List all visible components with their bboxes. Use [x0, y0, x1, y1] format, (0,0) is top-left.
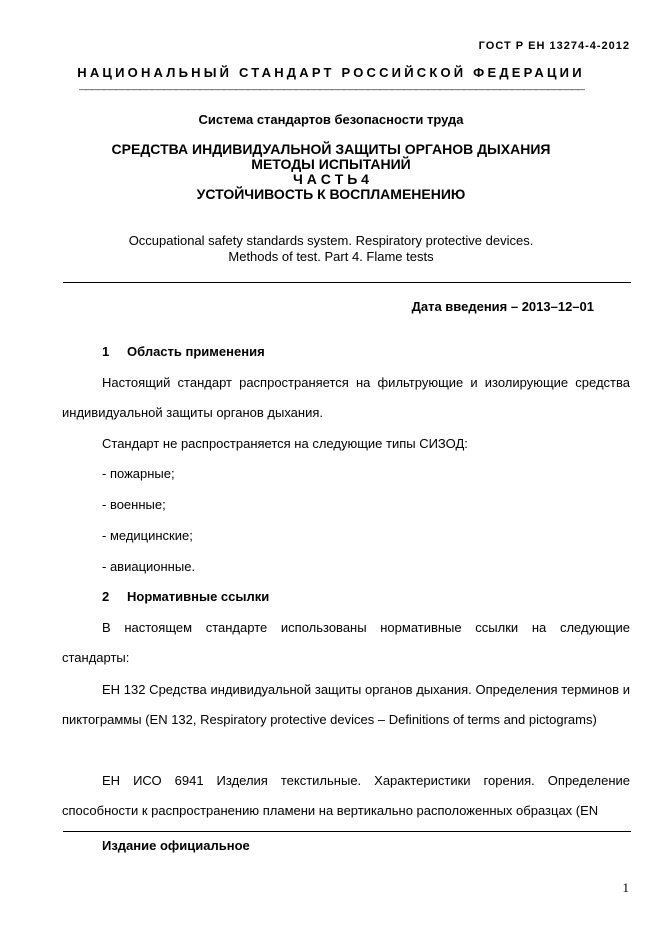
- footer-rule: [63, 831, 631, 832]
- list-item: - военные;: [102, 497, 166, 512]
- section-number: 2: [102, 589, 110, 604]
- normative-reference: ЕН ИСО 6941 Изделия текстильные. Характеристики горения. Определение способности к распространению пламени на вертикально расположенных образцах (EN: [62, 773, 630, 818]
- document-title: [0, 142, 662, 202]
- section-number: 1: [102, 344, 110, 359]
- top-rule: [63, 282, 631, 283]
- paragraph: В настоящем стандарте использованы нормативные ссылки на следующие стандарты:: [62, 620, 630, 665]
- official-edition-note: Издание официальное: [102, 838, 250, 853]
- section-heading: [102, 344, 265, 359]
- english-title: [0, 233, 662, 265]
- list-item: - пожарные;: [102, 466, 175, 481]
- introduction-date: Дата введения – 2013–12–01: [411, 299, 594, 314]
- list-item: - авиационные.: [102, 559, 196, 574]
- section-title: Область применения: [127, 344, 265, 359]
- english-title-line: Occupational safety standards system. Respiratory protective devices.: [128, 233, 534, 248]
- section-heading: [102, 589, 269, 604]
- section-title: Нормативные ссылки: [127, 589, 270, 604]
- paragraph: Настоящий стандарт распространяется на фильтрующие и изолирующие средства индивидуальной защиты органов дыхания.: [62, 375, 630, 420]
- title-line: СРЕДСТВА ИНДИВИДУАЛЬНОЙ ЗАЩИТЫ ОРГАНОВ ДЫХАНИЯ: [111, 141, 551, 157]
- paragraph: Стандарт не распространяется на следующие типы СИЗОД:: [102, 436, 468, 451]
- title-line: УСТОЙЧИВОСТЬ К ВОСПЛАМЕНЕНИЮ: [196, 186, 466, 202]
- page-number: 1: [622, 880, 629, 895]
- title-line: Ч А С Т Ь 4: [293, 171, 369, 187]
- standards-system-title: Система стандартов безопасности труда: [198, 112, 464, 127]
- title-line: МЕТОДЫ ИСПЫТАНИЙ: [251, 156, 411, 172]
- national-standard-title: НАЦИОНАЛЬНЫЙ СТАНДАРТ РОССИЙСКОЙ ФЕДЕРАЦИИ: [77, 65, 585, 80]
- list-item: - медицинские;: [102, 528, 193, 543]
- document-number: ГОСТ Р ЕН 13274-4-2012: [478, 40, 630, 52]
- dash-separator: ————————————————————————————————————————————————————————————————————————————————————: [79, 85, 583, 94]
- normative-reference: ЕН 132 Средства индивидуальной защиты органов дыхания. Определения терминов и пиктограммы (EN 132, Respiratory protective devices – Definitions of terms and pictograms): [62, 682, 630, 727]
- english-title-line: Methods of test. Part 4. Flame tests: [228, 249, 434, 264]
